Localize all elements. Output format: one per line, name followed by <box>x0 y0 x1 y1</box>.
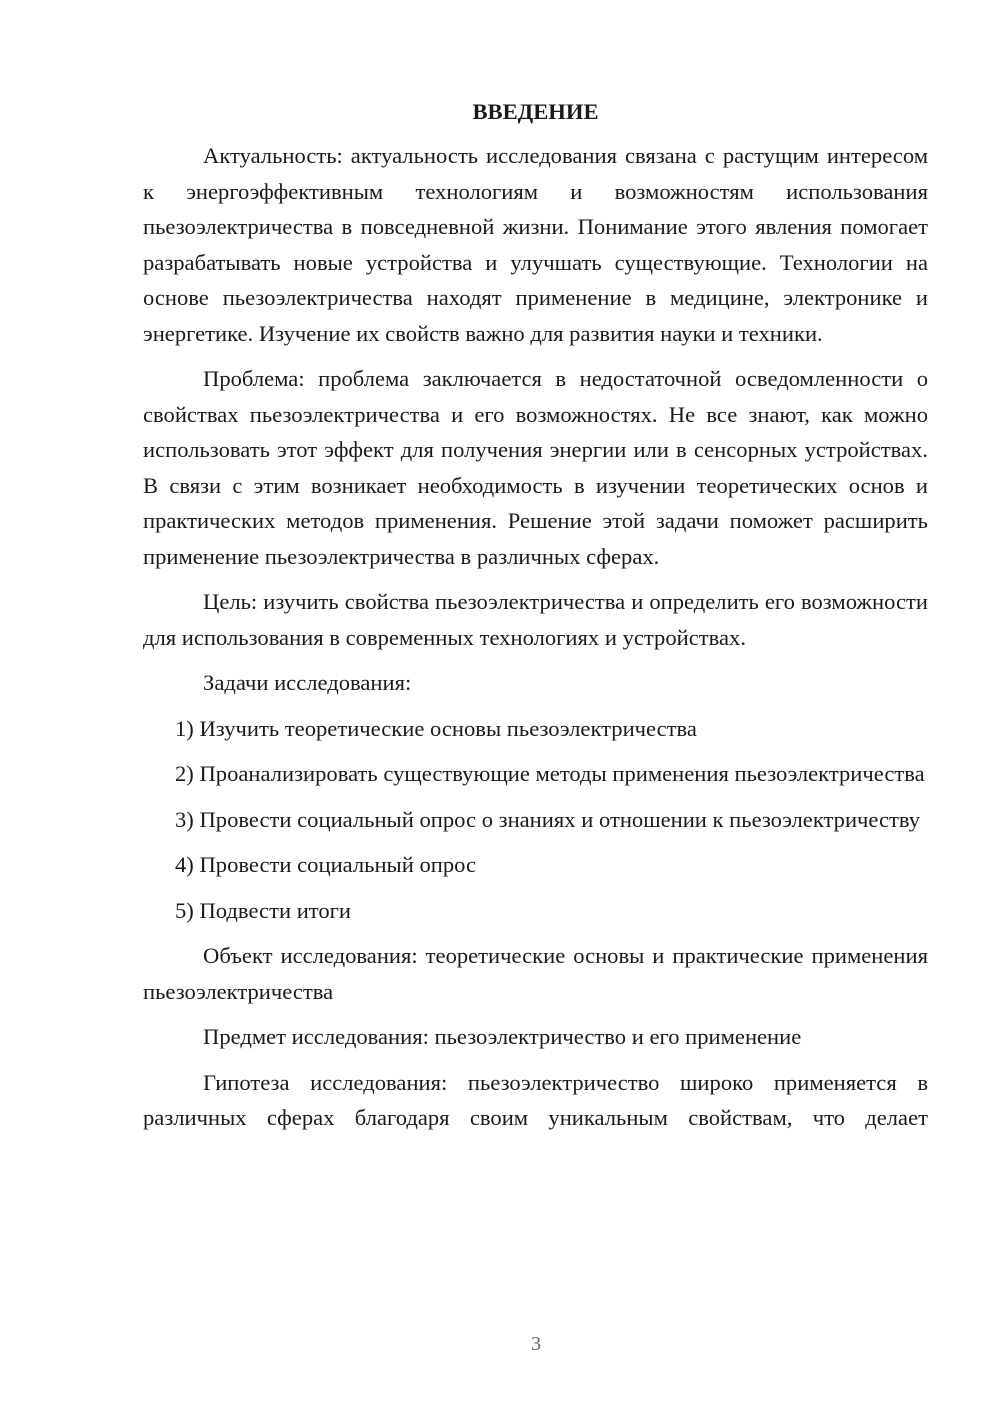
list-item: 5) Подвести итоги <box>175 897 352 923</box>
paragraph-problem: Проблема: проблема заключается в недостаточной осведомленности о свойствах пьезоэлектричества и его возможностях. Не все знают, как можно использовать этот эффект для получения энергии или в сенсорных устройствах. В связи с этим возникает необходимость в изучении теоретических основ и практических методов применения. Решение этой задачи поможет расширить применение пьезоэлектричества в различных сферах. <box>143 366 928 569</box>
list-item: 3) Провести социальный опрос о знаниях и отношении к пьезоэлектричеству <box>175 806 921 832</box>
tasks-list <box>143 711 928 929</box>
page-title: ВВЕДЕНИЕ <box>472 99 599 124</box>
paragraph-relevance: Актуальность: актуальность исследования связана с растущим интересом к энергоэффективным технологиям и возможностям использования пьезоэлектричества в повседневной жизни. Понимание этого явления помогает разрабатывать новые устройства и улучшать существующие. Технологии на основе пьезоэлектричества находят применение в медицине, электронике и энергетике. Изучение их свойств важно для развития науки и техники. <box>143 143 928 346</box>
page-content <box>143 94 928 1136</box>
paragraph-subject: Предмет исследования: пьезоэлектричество и его применение <box>203 1024 802 1049</box>
list-item: 4) Провести социальный опрос <box>175 852 477 877</box>
list-item: 1) Изучить теоретические основы пьезоэлектричества <box>175 715 697 741</box>
list-item: 2) Проанализировать существующие методы применения пьезоэлектричества <box>175 761 925 786</box>
paragraph-object: Объект исследования: теоретические основы и практические применения пьезоэлектричества <box>143 943 928 1004</box>
paragraph-goal: Цель: изучить свойства пьезоэлектричества и определить его возможности для использования в современных технологиях и устройствах. <box>143 589 928 650</box>
tasks-heading: Задачи исследования: <box>203 670 412 695</box>
paragraph-hypothesis: Гипотеза исследования: пьезоэлектричество широко применяется в различных сферах благодаря своим уникальным свойствам, что делает <box>143 1069 928 1130</box>
page-number: 3 <box>531 1333 541 1355</box>
